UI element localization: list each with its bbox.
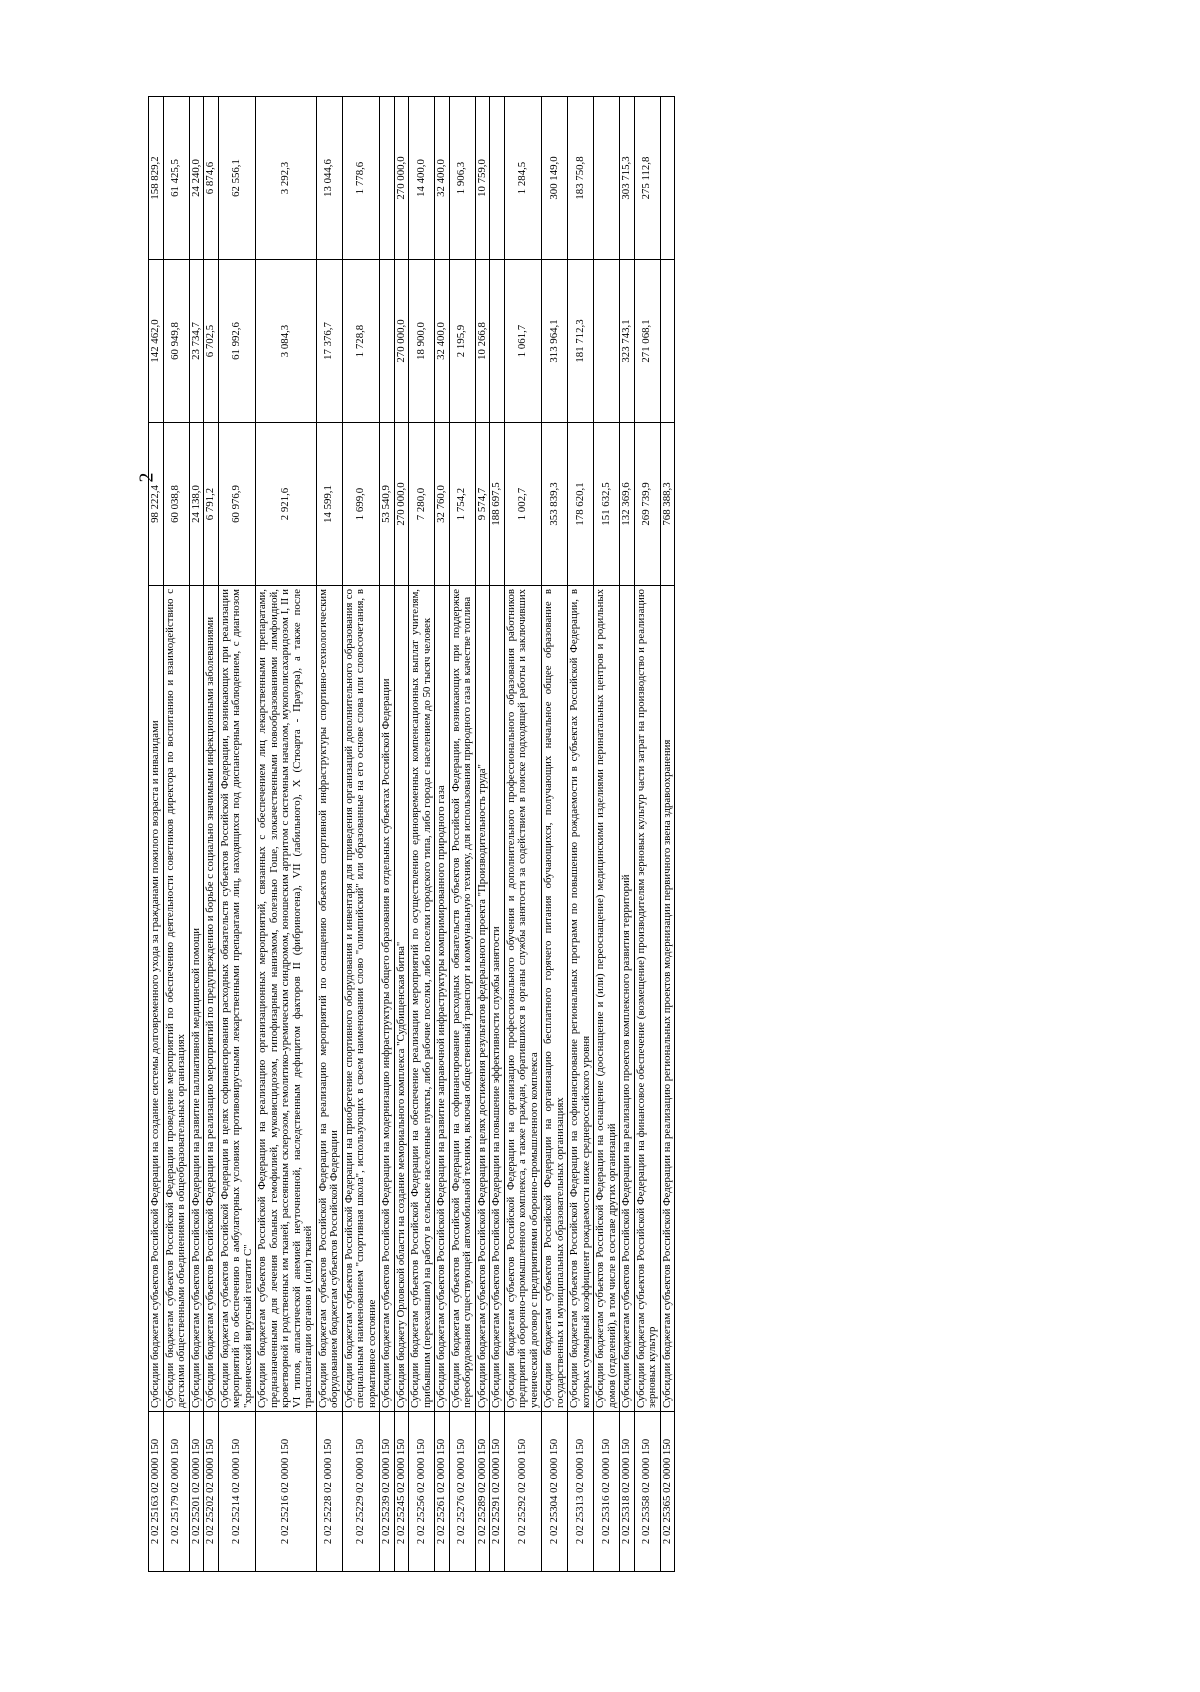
amount-year-3-cell: 1 284,5 (504, 97, 542, 260)
description-cell: Субсидии бюджетам субъектов Российской Федерации проведение мероприятий по обеспечению деятельности советников директора по воспитанию и взаимодействию с детскими общественными объединениями в общеобразовательных организациях (163, 586, 189, 1412)
budget-code-cell: 2 02 25291 02 0000 150 (490, 1412, 505, 1572)
amount-year-2-cell: 181 712,3 (568, 260, 594, 423)
amount-year-1-cell: 9 574,7 (475, 423, 490, 586)
budget-code-cell: 2 02 25216 02 0000 150 (256, 1412, 317, 1572)
description-cell: Субсидии бюджетам субъектов Российской Федерации на создание системы долговременного ухода за гражданами пожилого возраста и инвалидами (149, 586, 164, 1412)
table-row (620, 97, 635, 1572)
amount-year-2-cell (490, 260, 505, 423)
budget-code-cell: 2 02 25316 02 0000 150 (594, 1412, 620, 1572)
budget-code-cell: 2 02 25229 02 0000 150 (342, 1412, 380, 1572)
budget-code-cell: 2 02 25292 02 0000 150 (504, 1412, 542, 1572)
amount-year-3-cell: 61 425,5 (163, 97, 189, 260)
budget-code-cell: 2 02 25365 02 0000 150 (660, 1412, 675, 1572)
table-row (504, 97, 542, 1572)
amount-year-1-cell: 14 599,1 (316, 423, 342, 586)
amount-year-3-cell: 10 759,0 (475, 97, 490, 260)
amount-year-2-cell: 270 000,0 (394, 260, 409, 423)
amount-year-3-cell: 1 778,6 (342, 97, 380, 260)
amount-year-2-cell: 60 949,8 (163, 260, 189, 423)
amount-year-2-cell: 6 702,5 (204, 260, 219, 423)
amount-year-1-cell: 269 739,9 (634, 423, 660, 586)
amount-year-2-cell: 32 400,0 (435, 260, 450, 423)
table-row (256, 97, 317, 1572)
table-row (568, 97, 594, 1572)
description-cell: Субсидия бюджету Орловской области на создание мемориального комплекса "Судбищенская битва" (394, 586, 409, 1412)
description-cell: Субсидии бюджетам субъектов Российской Федерации на реализацию региональных проектов модернизации первичного звена здравоохранения (660, 586, 675, 1412)
budget-code-cell: 2 02 25261 02 0000 150 (435, 1412, 450, 1572)
budget-code-cell: 2 02 25179 02 0000 150 (163, 1412, 189, 1572)
amount-year-1-cell: 2 921,6 (256, 423, 317, 586)
table-row (204, 97, 219, 1572)
amount-year-1-cell: 7 280,0 (409, 423, 435, 586)
amount-year-1-cell: 1 699,0 (342, 423, 380, 586)
page-number: 2 (135, 472, 158, 483)
budget-code-cell: 2 02 25313 02 0000 150 (568, 1412, 594, 1572)
amount-year-3-cell: 300 149,0 (542, 97, 568, 260)
amount-year-2-cell: 18 900,0 (409, 260, 435, 423)
amount-year-3-cell: 158 829,2 (149, 97, 164, 260)
table-row (316, 97, 342, 1572)
budget-code-cell: 2 02 25228 02 0000 150 (316, 1412, 342, 1572)
amount-year-3-cell: 62 556,1 (218, 97, 256, 260)
amount-year-3-cell: 24 240,0 (189, 97, 204, 260)
amount-year-2-cell: 323 743,1 (620, 260, 635, 423)
amount-year-1-cell: 1 754,2 (449, 423, 475, 586)
table-row (218, 97, 256, 1572)
description-cell: Субсидии бюджетам субъектов Российской Федерации на приобретение спортивного оборудования и инвентаря для приведения организаций дополнительного образования со специальным наименованием "спортивная школа", использующих в своем наименовании слово "олимпийский" или образованные на его основе слова или словосочетания, в нормативное состояние (342, 586, 380, 1412)
amount-year-2-cell: 313 964,1 (542, 260, 568, 423)
amount-year-2-cell (380, 260, 395, 423)
description-cell: Субсидии бюджетам субъектов Российской Федерации на реализацию организационных мероприятий, связанных с обеспечением лиц лекарственными препаратами, предназначенными для лечения больных гемофилией, муковисцидозом, гипофизарным нанизмом, болезнью Гоше, злокачественными новообразованиями лимфоидной, кроветворной и родственных им тканей, рассеянным склерозом, гемолитико-уремическим синдромом, юношеским артритом с системным началом, мукополисахаридозом I, II и VI типов, апластической анемией неуточненной, наследственным дефицитом факторов II (фибриногена), VII (лабильного), X (Стюарта - Прауэра), а также после трансплантации органов и (или) тканей (256, 586, 317, 1412)
amount-year-3-cell (490, 97, 505, 260)
amount-year-1-cell: 768 388,3 (660, 423, 675, 586)
budget-table-body (149, 97, 675, 1572)
budget-table (148, 96, 675, 1572)
amount-year-3-cell (380, 97, 395, 260)
amount-year-3-cell: 32 400,0 (435, 97, 450, 260)
amount-year-3-cell: 13 044,6 (316, 97, 342, 260)
table-row (409, 97, 435, 1572)
amount-year-1-cell: 1 002,7 (504, 423, 542, 586)
amount-year-2-cell: 1 061,7 (504, 260, 542, 423)
amount-year-3-cell: 1 906,3 (449, 97, 475, 260)
amount-year-3-cell: 275 112,8 (634, 97, 660, 260)
description-cell: Субсидии бюджетам субъектов Российской Федерации на реализацию проектов комплексного развития территорий (620, 586, 635, 1412)
amount-year-2-cell: 23 734,7 (189, 260, 204, 423)
amount-year-2-cell: 3 084,3 (256, 260, 317, 423)
amount-year-2-cell: 61 992,6 (218, 260, 256, 423)
description-cell: Субсидии бюджетам субъектов Российской Федерации на реализацию мероприятий по предупреждению и борьбе с социально значимыми инфекционными заболеваниями (204, 586, 219, 1412)
description-cell: Субсидии бюджетам субъектов Российской Федерации на модернизацию инфраструктуры общего образования в отдельных субъектах Российской Федерации (380, 586, 395, 1412)
amount-year-3-cell (660, 97, 675, 260)
budget-code-cell: 2 02 25358 02 0000 150 (634, 1412, 660, 1572)
budget-code-cell: 2 02 25304 02 0000 150 (542, 1412, 568, 1572)
table-row (594, 97, 620, 1572)
table-row (490, 97, 505, 1572)
amount-year-1-cell: 353 839,3 (542, 423, 568, 586)
table-row (342, 97, 380, 1572)
amount-year-2-cell: 1 728,8 (342, 260, 380, 423)
budget-code-cell: 2 02 25318 02 0000 150 (620, 1412, 635, 1572)
description-cell: Субсидии бюджетам субъектов Российской Федерации на оснащение (дооснащение и (или) переоснащение) медицинскими изделиями перинатальных центров и родильных домов (отделений), в том числе в составе других организаций (594, 586, 620, 1412)
budget-code-cell: 2 02 25256 02 0000 150 (409, 1412, 435, 1572)
description-cell: Субсидии бюджетам субъектов Российской Федерации в целях софинансирования расходных обязательств субъектов Российской Федерации, возникающих при реализации мероприятий по обеспечению в амбулаторных условиях противовирусными лекарственными препаратами лиц, находящихся под диспансерным наблюдением, с диагнозом "хронический вирусный гепатит С" (218, 586, 256, 1412)
budget-code-cell: 2 02 25202 02 0000 150 (204, 1412, 219, 1572)
amount-year-1-cell: 6 791,2 (204, 423, 219, 586)
description-cell: Субсидии бюджетам субъектов Российской Федерации на софинансирование региональных программ по повышению рождаемости в субъектах Российской Федерации, в которых суммарный коэффициент рождаемости ниже среднероссийского уровня (568, 586, 594, 1412)
amount-year-1-cell: 60 038,8 (163, 423, 189, 586)
amount-year-2-cell: 17 376,7 (316, 260, 342, 423)
table-row (149, 97, 164, 1572)
budget-code-cell: 2 02 25201 02 0000 150 (189, 1412, 204, 1572)
description-cell: Субсидии бюджетам субъектов Российской Федерации в целях достижения результатов федерального проекта "Производительность труда" (475, 586, 490, 1412)
amount-year-1-cell: 32 760,0 (435, 423, 450, 586)
budget-code-cell: 2 02 25214 02 0000 150 (218, 1412, 256, 1572)
table-row (394, 97, 409, 1572)
description-cell: Субсидии бюджетам субъектов Российской Федерации на реализацию мероприятий по оснащению объектов спортивной инфраструктуры спортивно-технологическим оборудованием бюджетам субъектов Российской Федерации (316, 586, 342, 1412)
description-cell: Субсидии бюджетам субъектов Российской Федерации на развитие паллиативной медицинской помощи (189, 586, 204, 1412)
amount-year-1-cell: 132 369,6 (620, 423, 635, 586)
amount-year-3-cell: 270 000,0 (394, 97, 409, 260)
amount-year-2-cell (594, 260, 620, 423)
description-cell: Субсидии бюджетам субъектов Российской Федерации на обеспечение реализации мероприятий по осуществлению единовременных компенсационных выплат учителям, прибывшим (переехавшим) на работу в сельские населенные пункты, либо рабочие поселки, либо поселки городского типа, либо города с населением до 50 тысяч человек (409, 586, 435, 1412)
amount-year-1-cell: 178 620,1 (568, 423, 594, 586)
description-cell: Субсидии бюджетам субъектов Российской Федерации на софинансирование расходных обязательств субъектов Российской Федерации, возникающих при поддержке переоборудования существующей автомобильной техники, включая общественный транспорт и коммунальную технику, для использования природного газа в качестве топлива (449, 586, 475, 1412)
table-row (634, 97, 660, 1572)
amount-year-2-cell: 10 266,8 (475, 260, 490, 423)
table-row (380, 97, 395, 1572)
rotated-table-wrapper (148, 96, 675, 1572)
amount-year-1-cell: 53 540,9 (380, 423, 395, 586)
amount-year-1-cell: 98 222,4 (149, 423, 164, 586)
amount-year-1-cell: 151 632,5 (594, 423, 620, 586)
amount-year-3-cell: 3 292,3 (256, 97, 317, 260)
amount-year-3-cell: 303 715,3 (620, 97, 635, 260)
amount-year-3-cell: 6 874,6 (204, 97, 219, 260)
budget-code-cell: 2 02 25289 02 0000 150 (475, 1412, 490, 1572)
budget-code-cell: 2 02 25163 02 0000 150 (149, 1412, 164, 1572)
amount-year-1-cell: 60 976,9 (218, 423, 256, 586)
amount-year-3-cell: 14 400,0 (409, 97, 435, 260)
amount-year-1-cell: 188 697,5 (490, 423, 505, 586)
table-row (189, 97, 204, 1572)
budget-code-cell: 2 02 25276 02 0000 150 (449, 1412, 475, 1572)
table-row (449, 97, 475, 1572)
description-cell: Субсидии бюджетам субъектов Российской Федерации на финансовое обеспечение (возмещение) производителям зерновых культур части затрат на производство и реализацию зерновых культур (634, 586, 660, 1412)
description-cell: Субсидии бюджетам субъектов Российской Федерации на повышение эффективности службы занятости (490, 586, 505, 1412)
amount-year-1-cell: 24 138,0 (189, 423, 204, 586)
budget-code-cell: 2 02 25239 02 0000 150 (380, 1412, 395, 1572)
amount-year-2-cell: 271 068,1 (634, 260, 660, 423)
amount-year-1-cell: 270 000,0 (394, 423, 409, 586)
budget-code-cell: 2 02 25245 02 0000 150 (394, 1412, 409, 1572)
amount-year-2-cell (660, 260, 675, 423)
table-row (542, 97, 568, 1572)
table-row (660, 97, 675, 1572)
description-cell: Субсидии бюджетам субъектов Российской Федерации на организацию бесплатного горячего питания обучающихся, получающих начальное общее образование в государственных и муниципальных образовательных организациях (542, 586, 568, 1412)
description-cell: Субсидии бюджетам субъектов Российской Федерации на организацию профессионального обучения и дополнительного профессионального образования работников предприятий оборонно-промышленного комплекса, а также граждан, обратившихся в органы службы занятости за содействием в поиске подходящей работы и заключивших ученический договор с предприятиями оборонно-промышленного комплекса (504, 586, 542, 1412)
amount-year-3-cell (594, 97, 620, 260)
table-row (435, 97, 450, 1572)
amount-year-3-cell: 183 750,8 (568, 97, 594, 260)
amount-year-2-cell: 2 195,9 (449, 260, 475, 423)
table-row (475, 97, 490, 1572)
amount-year-2-cell: 142 462,0 (149, 260, 164, 423)
table-row (163, 97, 189, 1572)
description-cell: Субсидии бюджетам субъектов Российской Федерации на развитие заправочной инфраструктуры компримированного природного газа (435, 586, 450, 1412)
